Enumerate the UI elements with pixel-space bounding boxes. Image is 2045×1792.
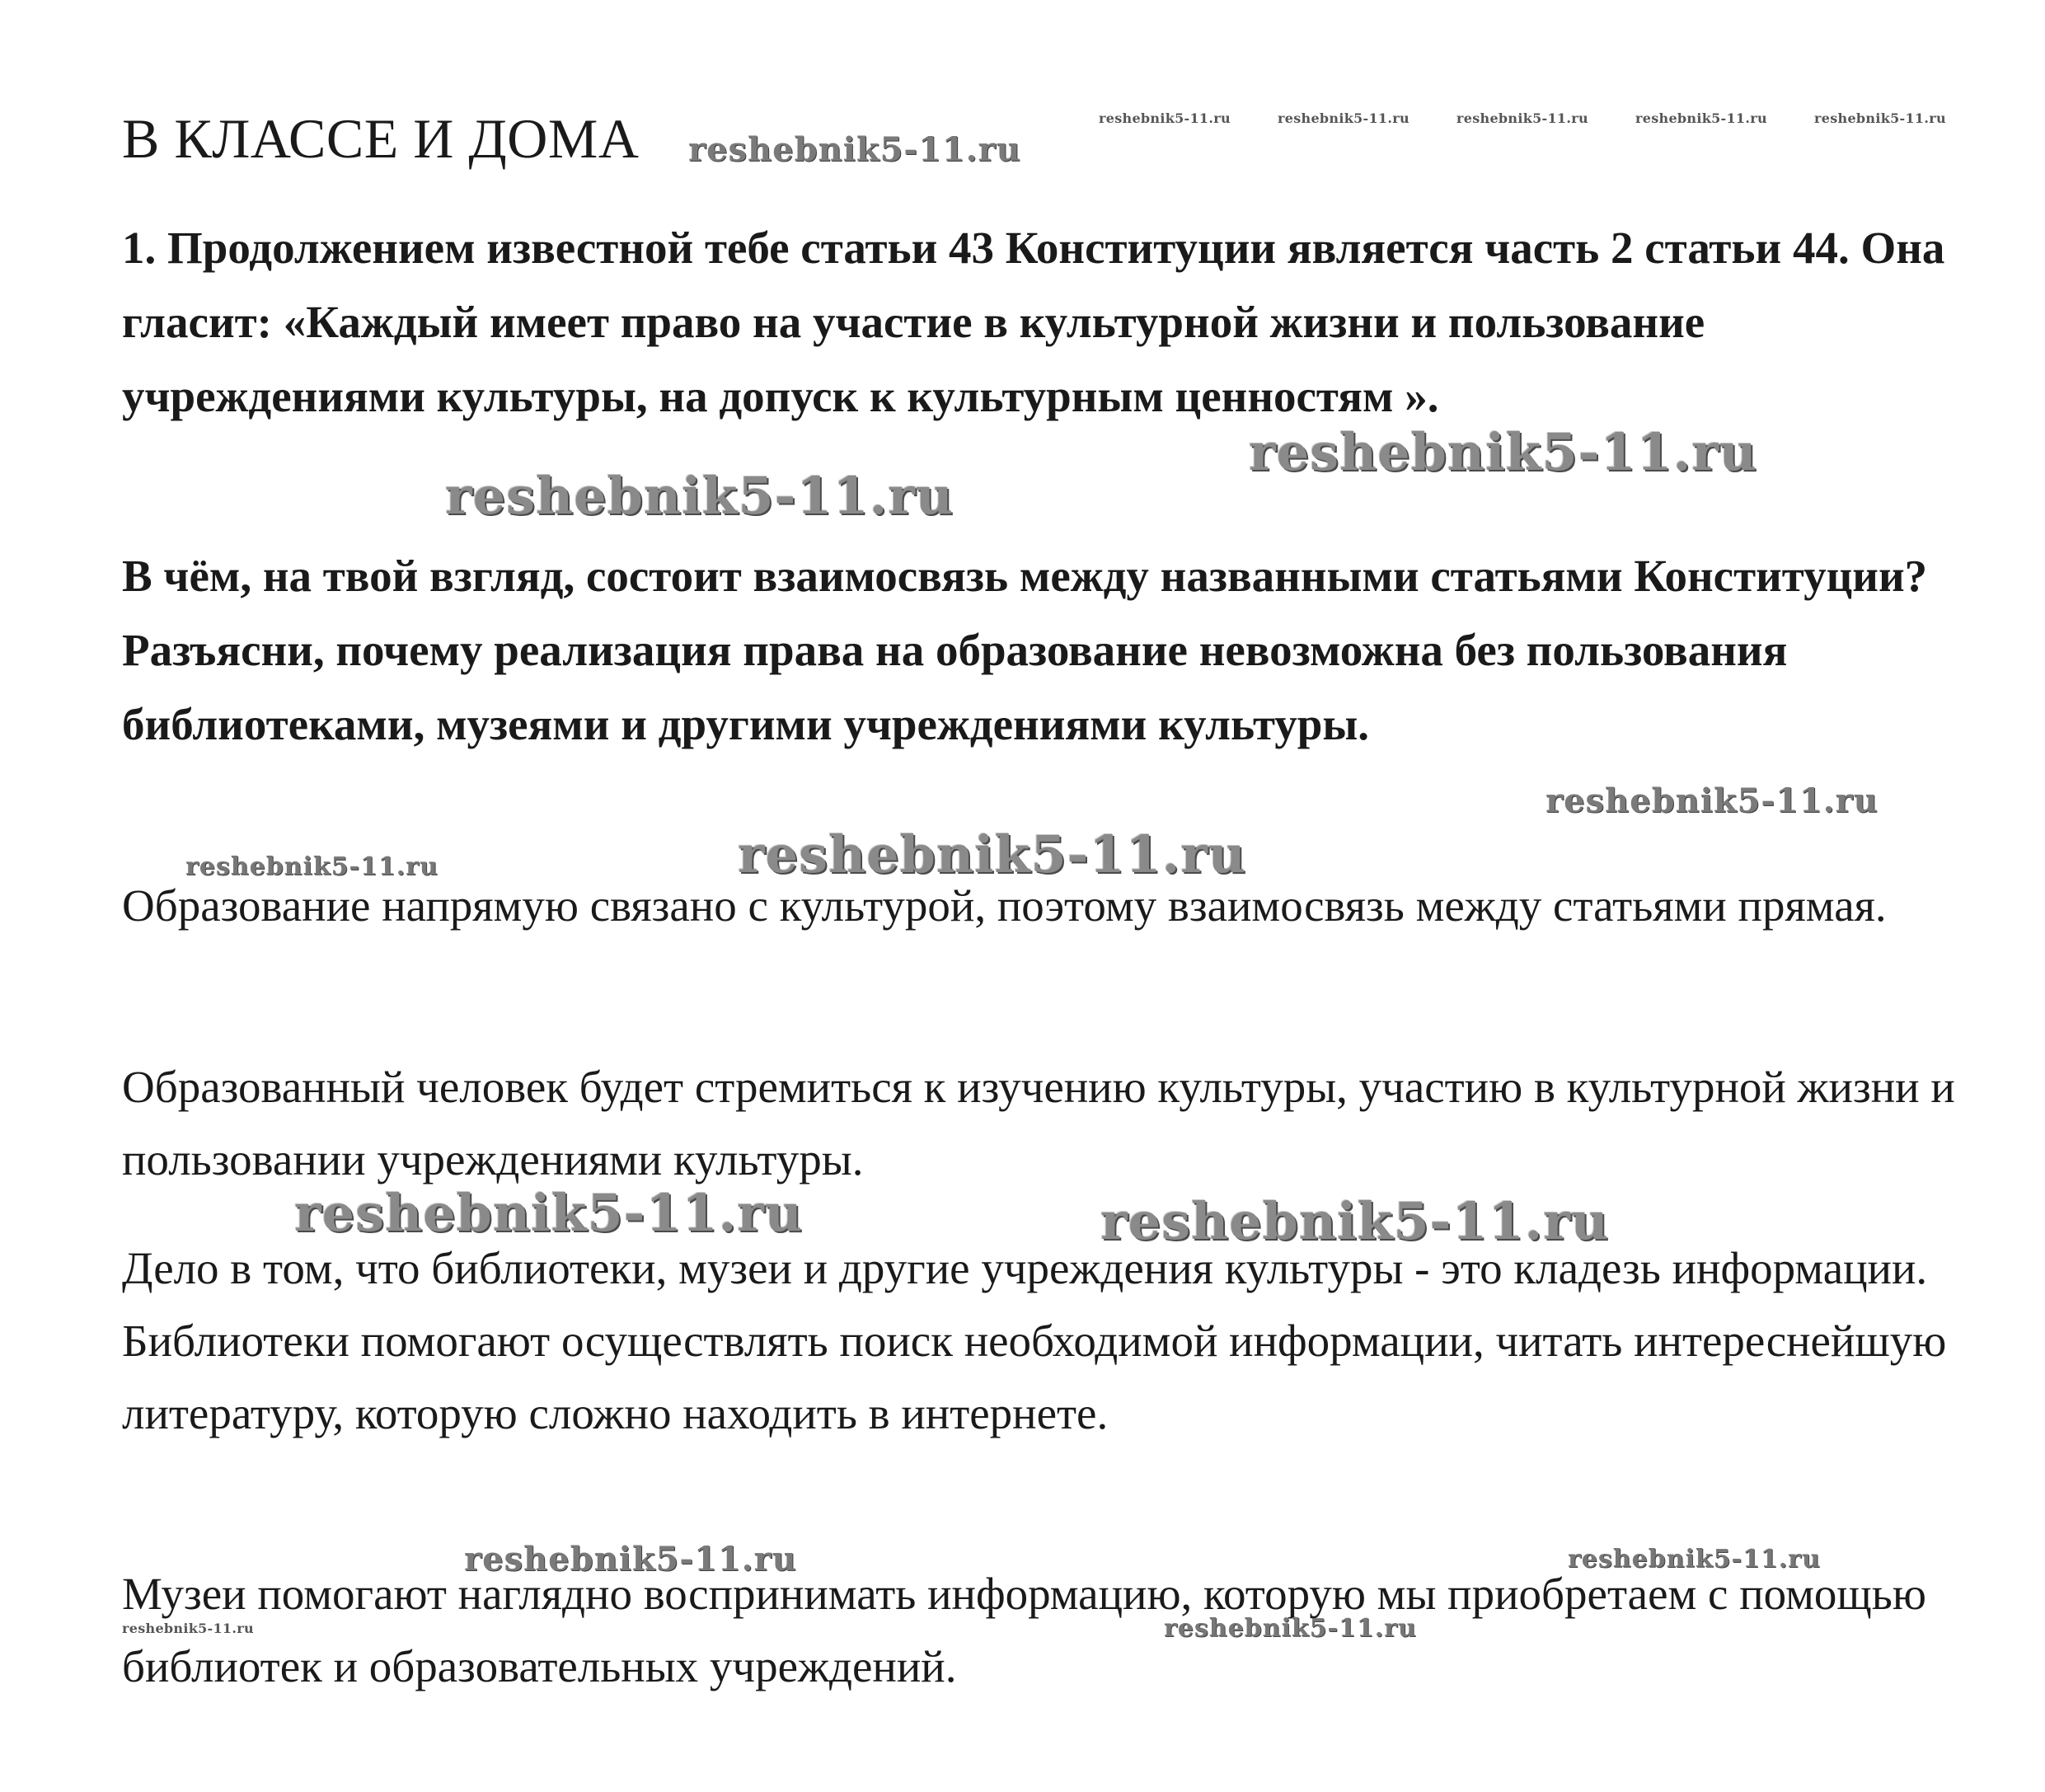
watermark: reshebnik5-11.ru xyxy=(1545,781,1878,820)
watermark: reshebnik5-11.ru xyxy=(1249,422,1757,482)
watermark: reshebnik5-11.ru xyxy=(1635,110,1767,126)
watermark: reshebnik5-11.ru xyxy=(1100,1191,1609,1251)
answer-paragraph-4: Музеи помогают наглядно воспринимать информацию, которую мы приобретаем с помощью библиотек и образовательных учреждений. xyxy=(122,1569,1926,1691)
question-text-part1: 1. Продолжением известной тебе статьи 43 Конституции является часть 2 статьи 44. Она гласит: «Каждый имеет право на участие в культурной жизни и пользование учреждениями культуры, на допуск к культурным ценностям ». xyxy=(122,223,1945,421)
watermark: reshebnik5-11.ru xyxy=(185,852,439,881)
watermark: reshebnik5-11.ru xyxy=(738,824,1246,884)
answer-paragraph-2: Образованный человек будет стремиться к изучению культуры, участию в культурной жизни и пользовании учреждениями культуры. xyxy=(122,1062,1955,1185)
section-heading: В КЛАССЕ И ДОМА xyxy=(122,107,640,170)
watermark: reshebnik5-11.ru xyxy=(1814,110,1946,126)
question-text-part2: В чём, на твой взгляд, состоит взаимосвязь между названными статьями Конституции? Разъясни, почему реализация права на образование невозможна без пользования библиотеками, музеями и другими учреждениями культуры. xyxy=(122,551,1928,749)
watermark: reshebnik5-11.ru xyxy=(445,466,954,526)
answer-paragraph-1: Образование напрямую связано с культурой, поэтому взаимосвязь между статьями прямая. xyxy=(122,880,1887,931)
watermark: reshebnik5-11.ru xyxy=(122,1621,254,1636)
answer-paragraph-3: Дело в том, что библиотеки, музеи и другие учреждения культуры - это кладезь информации. Библиотеки помогают осуществлять поиск необходимой информации, читать интереснейшую литературу, которую сложно находить в интернете. xyxy=(122,1243,1947,1438)
watermark: reshebnik5-11.ru xyxy=(1568,1545,1821,1574)
watermark: reshebnik5-11.ru xyxy=(294,1183,803,1243)
watermark: reshebnik5-11.ru xyxy=(1456,110,1588,126)
watermark: reshebnik5-11.ru xyxy=(1278,110,1409,126)
watermark: reshebnik5-11.ru xyxy=(464,1540,797,1579)
watermark: reshebnik5-11.ru xyxy=(1099,110,1231,126)
watermark: reshebnik5-11.ru xyxy=(688,130,1021,169)
watermark: reshebnik5-11.ru xyxy=(1164,1614,1417,1643)
